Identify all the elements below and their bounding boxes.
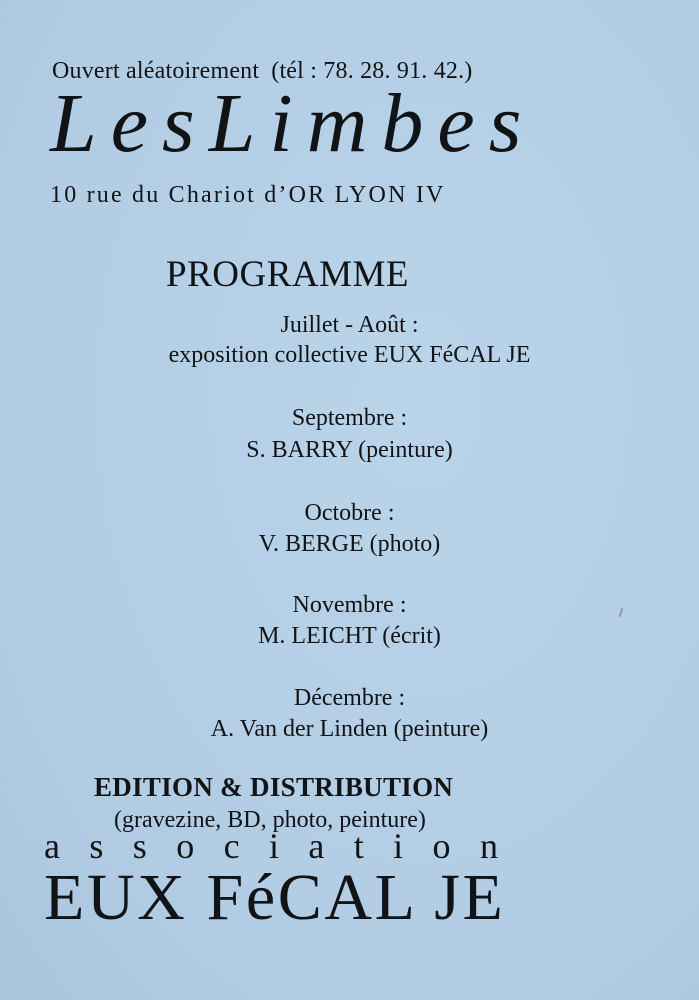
month-july-august: Juillet - Août : (280, 312, 419, 338)
artist-december: A. Van der Linden (peinture) (210, 716, 489, 742)
programme-title: PROGRAMME (166, 254, 409, 295)
venue-name: LesLimbes (50, 77, 536, 170)
artist-september: S. BARRY (peinture) (246, 437, 453, 463)
phone-number: (tél : 78. 28. 91. 42.) (271, 58, 473, 84)
month-october: Octobre : (304, 500, 395, 526)
venue-address: 10 rue du Chariot d’OR LYON IV (50, 182, 446, 208)
edition-title: EDITION & DISTRIBUTION (94, 772, 454, 802)
artist-october: V. BERGE (photo) (258, 531, 441, 557)
artist-november: M. LEICHT (écrit) (258, 623, 441, 649)
association-name: EUX FéCAL JE (44, 861, 506, 934)
artist-july-august: exposition collective EUX FéCAL JE (168, 342, 531, 368)
month-september: Septembre : (291, 405, 408, 431)
association-label: association (44, 826, 528, 866)
month-november: Novembre : (292, 592, 407, 618)
opening-hours: Ouvert aléatoirement (52, 58, 260, 84)
edition-subtitle: (gravezine, BD, photo, peinture) (114, 807, 426, 833)
month-december: Décembre : (293, 685, 406, 711)
